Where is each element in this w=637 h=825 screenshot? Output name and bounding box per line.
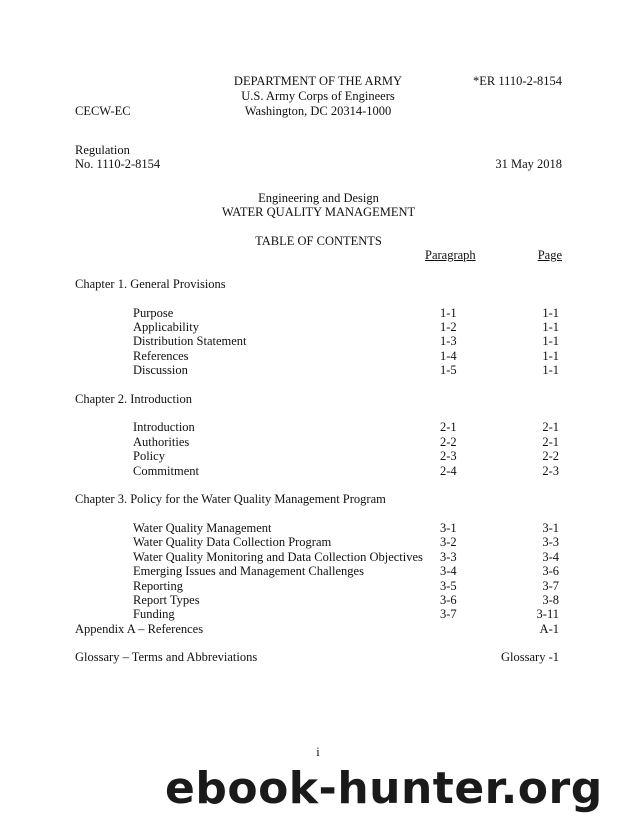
glossary-page: Glossary -1: [501, 650, 559, 664]
page-column-header: Page: [537, 248, 562, 262]
toc-entry-paragraph: 3-7: [440, 607, 457, 621]
toc-entry-paragraph: 1-4: [440, 349, 457, 363]
toc-entry-label[interactable]: Introduction: [133, 420, 195, 434]
toc-entry-page: 2-2: [542, 449, 559, 463]
toc-entry-page: 3-1: [542, 521, 559, 535]
glossary-entry[interactable]: Glossary – Terms and Abbreviations: [75, 650, 258, 664]
toc-entry-paragraph: 3-4: [440, 564, 457, 578]
toc-entry-paragraph: 1-1: [440, 306, 457, 320]
toc-entry-label[interactable]: Water Quality Data Collection Program: [133, 535, 332, 549]
toc-entry-page: 2-1: [542, 420, 559, 434]
toc-entry-label[interactable]: Water Quality Monitoring and Data Collection Objectives: [133, 550, 423, 564]
toc-entry-page: 3-11: [536, 607, 559, 621]
toc-entry-label[interactable]: References: [133, 349, 189, 363]
toc-entry-label[interactable]: Report Types: [133, 593, 200, 607]
document-title: WATER QUALITY MANAGEMENT: [221, 205, 416, 219]
office-symbol: CECW-EC: [75, 104, 131, 118]
toc-entry-label[interactable]: Policy: [133, 449, 165, 463]
toc-entry-label[interactable]: Emerging Issues and Management Challenges: [133, 564, 364, 578]
chapter-3-title: Chapter 3. Policy for the Water Quality Management Program: [75, 492, 386, 506]
toc-entry-paragraph: 1-2: [440, 320, 457, 334]
toc-entry-label[interactable]: Distribution Statement: [133, 334, 247, 348]
toc-entry-page: 1-1: [542, 306, 559, 320]
toc-entry-label[interactable]: Water Quality Management: [133, 521, 272, 535]
toc-entry-page: 3-4: [542, 550, 559, 564]
toc-entry-paragraph: 3-5: [440, 579, 457, 593]
subject-title: Engineering and Design: [258, 191, 379, 205]
toc-entry-paragraph: 3-1: [440, 521, 457, 535]
toc-entry-paragraph: 2-1: [440, 420, 457, 434]
document-number: *ER 1110-2-8154: [473, 74, 562, 88]
toc-entry-page: 1-1: [542, 320, 559, 334]
toc-entry-label[interactable]: Applicability: [133, 320, 199, 334]
toc-entry-label[interactable]: Reporting: [133, 579, 183, 593]
toc-entry-page: 3-8: [542, 593, 559, 607]
toc-entry-page: 3-6: [542, 564, 559, 578]
watermark: ebook-hunter.org: [165, 763, 603, 814]
regulation-number: No. 1110-2-8154: [75, 157, 161, 171]
toc-entry-paragraph: 1-3: [440, 334, 457, 348]
toc-entry-page: 1-1: [542, 363, 559, 377]
toc-entry-paragraph: 2-4: [440, 464, 457, 478]
toc-entry-paragraph: 1-5: [440, 363, 457, 377]
toc-entry-page: 3-3: [542, 535, 559, 549]
paragraph-column-header: Paragraph: [425, 248, 476, 262]
toc-heading: TABLE OF CONTENTS: [255, 234, 382, 248]
toc-entry-page: 1-1: [542, 334, 559, 348]
page-number: i: [316, 745, 320, 759]
toc-entry-page: 2-3: [542, 464, 559, 478]
toc-entry-paragraph: 3-3: [440, 550, 457, 564]
toc-entry-label[interactable]: Purpose: [133, 306, 174, 320]
corps-name: U.S. Army Corps of Engineers: [241, 89, 395, 103]
chapter-2-title: Chapter 2. Introduction: [75, 392, 192, 406]
toc-entry-paragraph: 3-6: [440, 593, 457, 607]
toc-entry-label[interactable]: Funding: [133, 607, 175, 621]
chapter-1-title: Chapter 1. General Provisions: [75, 277, 226, 291]
toc-entry-paragraph: 2-3: [440, 449, 457, 463]
toc-entry-label[interactable]: Discussion: [133, 363, 188, 377]
toc-entry-page: 1-1: [542, 349, 559, 363]
toc-entry-paragraph: 2-2: [440, 435, 457, 449]
appendix-page: A-1: [539, 622, 559, 636]
toc-entry-page: 2-1: [542, 435, 559, 449]
toc-entry-paragraph: 3-2: [440, 535, 457, 549]
toc-entry-page: 3-7: [542, 579, 559, 593]
location: Washington, DC 20314-1000: [244, 104, 392, 118]
regulation-date: 31 May 2018: [495, 157, 562, 171]
toc-entry-label[interactable]: Authorities: [133, 435, 190, 449]
appendix-entry[interactable]: Appendix A – References: [75, 622, 204, 636]
toc-entry-label[interactable]: Commitment: [133, 464, 199, 478]
department-name: DEPARTMENT OF THE ARMY: [233, 74, 403, 88]
regulation-label: Regulation: [75, 143, 130, 157]
